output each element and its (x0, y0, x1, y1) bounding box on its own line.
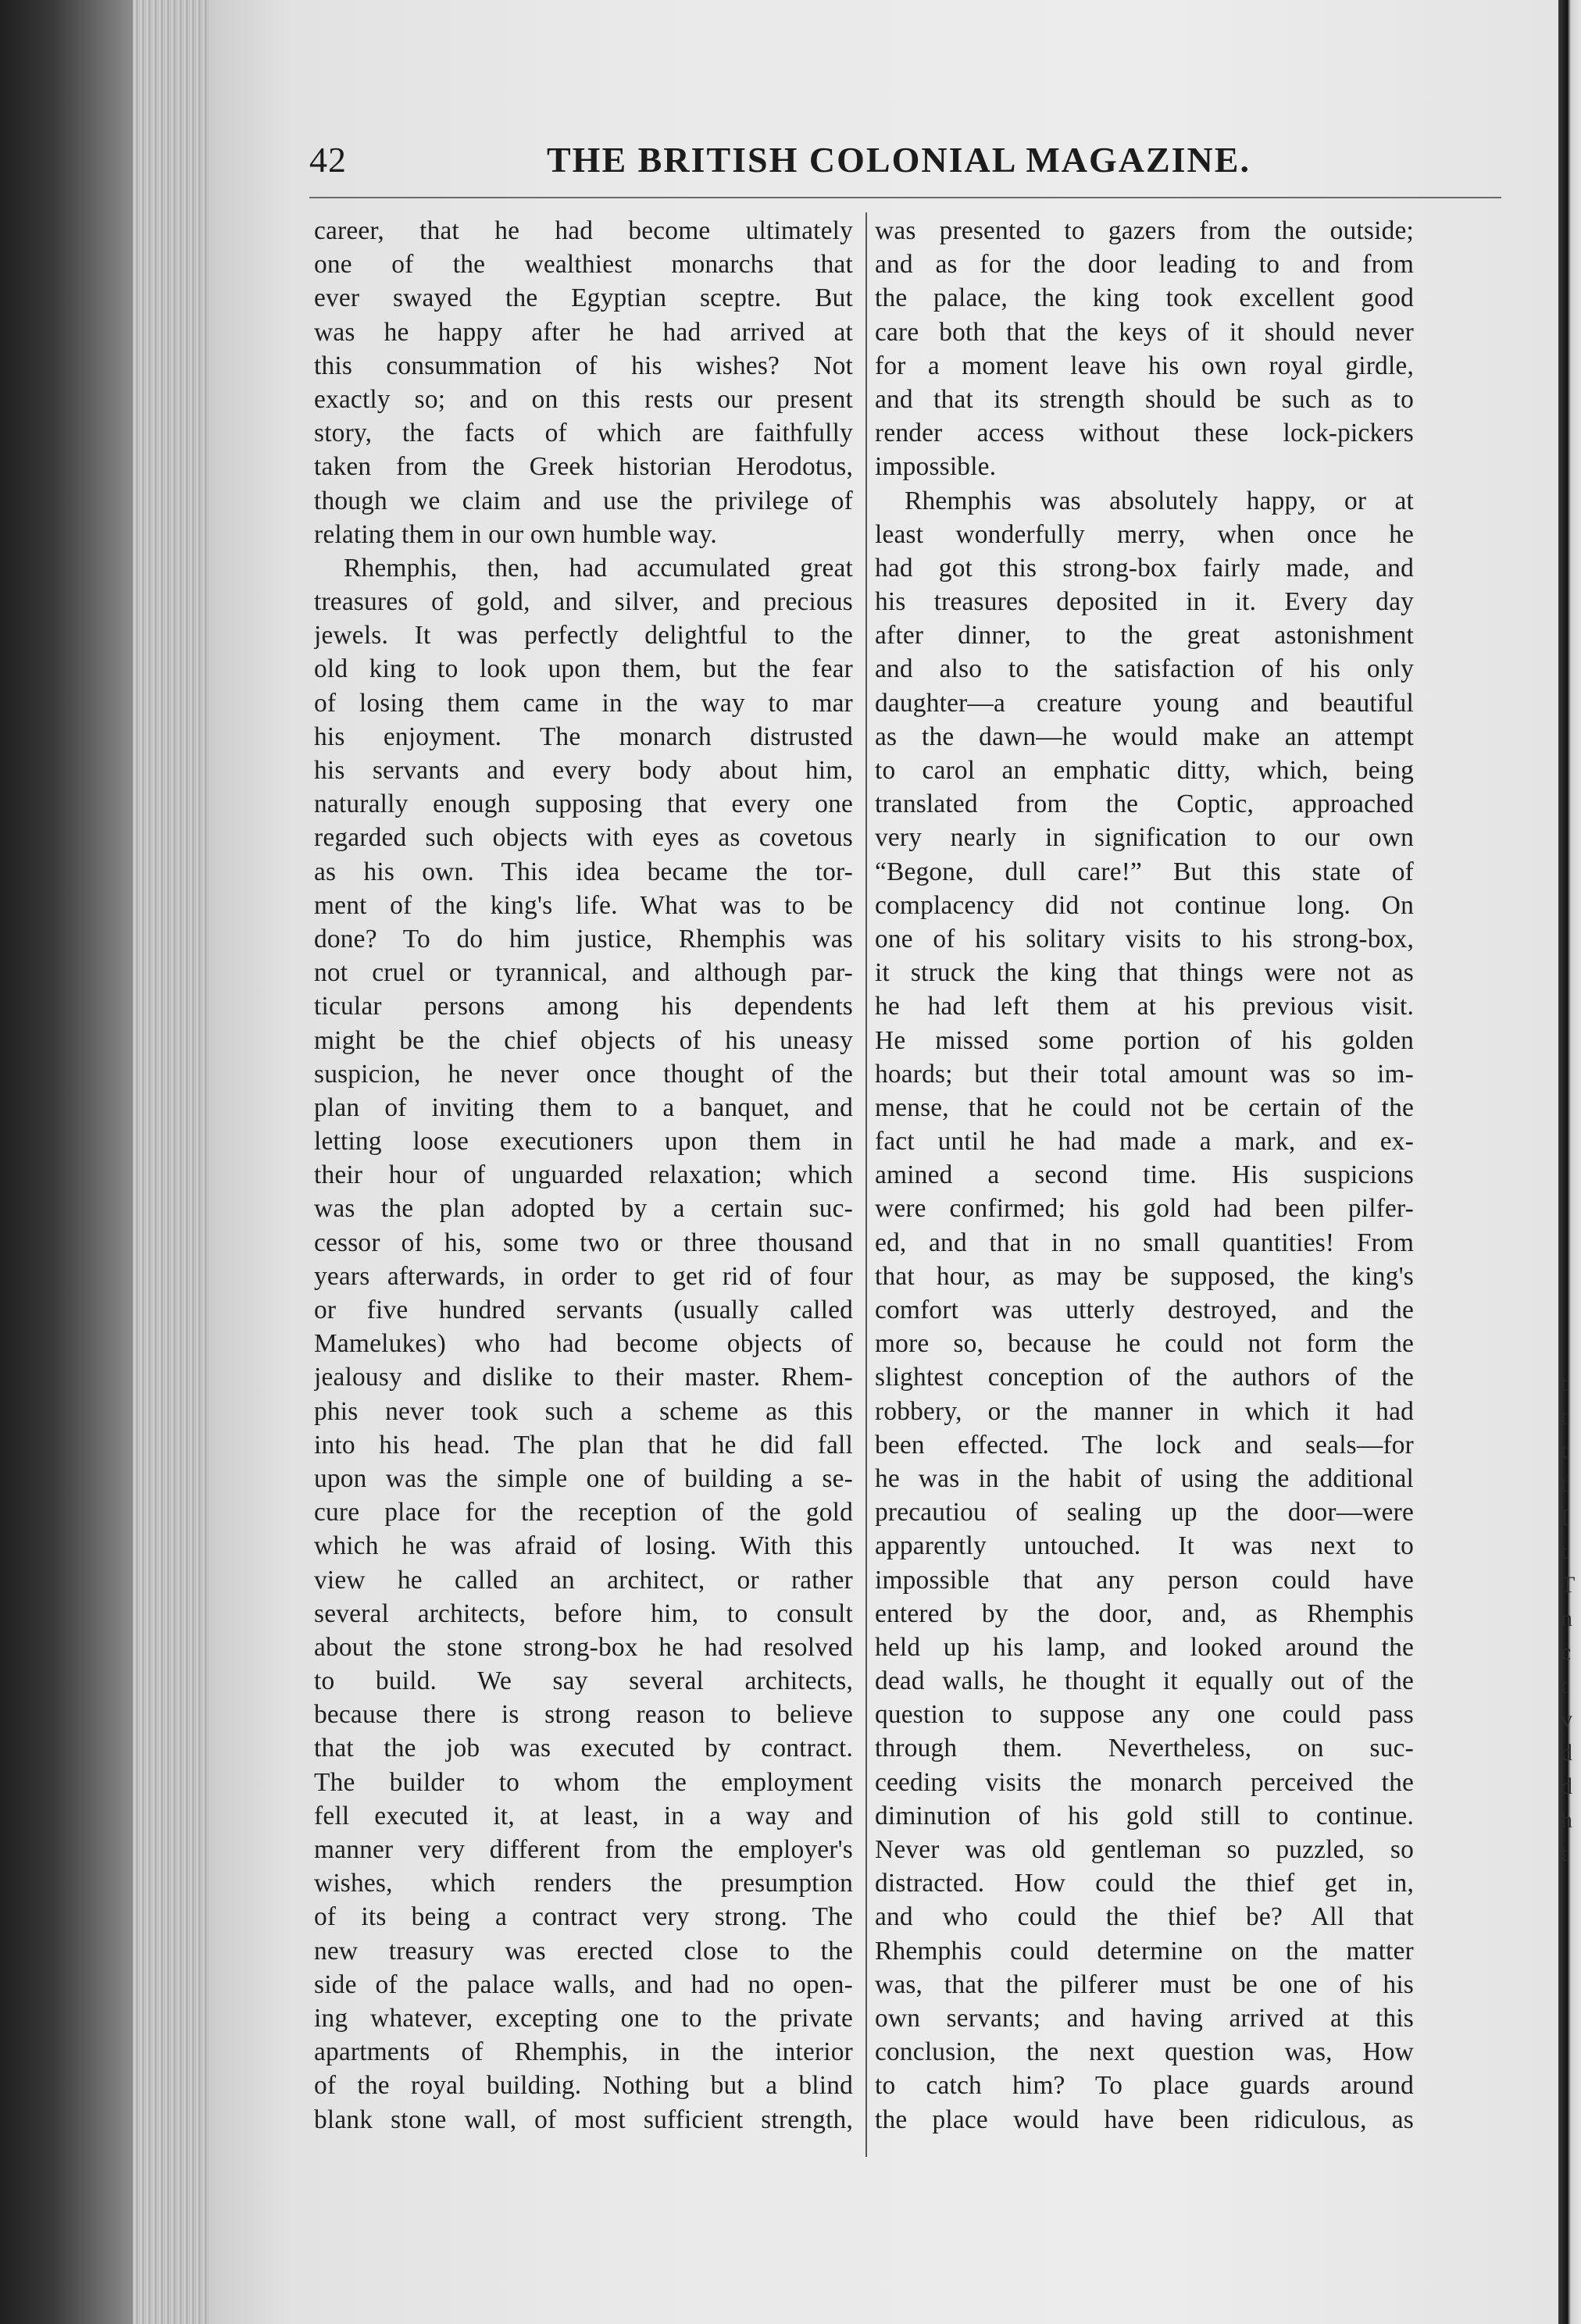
text-line: the place would have been ridiculous, as (875, 2105, 1414, 2134)
text-line: mense, that he could not be certain of the (875, 1092, 1414, 1122)
facing-page-edge (1558, 0, 1581, 2324)
text-line: ing whatever, excepting one to the private (314, 2003, 853, 2033)
text-line: through them. Nevertheless, on suc- (875, 1734, 1414, 1763)
text-line: fact until he had made a mark, and ex- (875, 1127, 1414, 1157)
text-line: not cruel or tyrannical, and although par- (314, 958, 853, 988)
text-line: old king to look upon them, but the fear (314, 654, 853, 684)
text-line: He missed some portion of his golden (875, 1025, 1414, 1055)
text-line: into his head. The plan that he did fall (314, 1430, 853, 1460)
text-line: treasures of gold, and silver, and precious (314, 587, 853, 617)
text-line: more so, because he could not form the (875, 1329, 1414, 1359)
text-line: to build. We say several architects, (314, 1666, 853, 1696)
text-line: years afterwards, in order to get rid of four (314, 1261, 853, 1291)
text-column-left (314, 214, 853, 2137)
text-line: comfort was utterly destroyed, and the (875, 1296, 1414, 1324)
text-line: though we claim and use the privilege of (314, 486, 853, 515)
text-line: several architects, before him, to consult (314, 1599, 853, 1628)
text-line: render access without these lock-pickers (875, 419, 1414, 448)
text-line: upon was the simple one of building a se- (314, 1463, 853, 1493)
text-line: “Begone, dull care!” But this state of (875, 857, 1414, 886)
text-line: held up his lamp, and looked around the (875, 1632, 1414, 1662)
text-line: apartments of Rhemphis, in the interior (314, 2037, 853, 2067)
text-line: or five hundred servants (usually called (314, 1296, 853, 1324)
text-line: were confirmed; his gold had been pilfer- (875, 1194, 1414, 1224)
text-line: view he called an architect, or rather (314, 1565, 853, 1595)
text-line: to carol an emphatic ditty, which, being (875, 756, 1414, 785)
text-line: naturally enough supposing that every one (314, 790, 853, 819)
text-line: ticular persons among his dependents (314, 992, 853, 1021)
text-line: letting loose executioners upon them in (314, 1127, 853, 1157)
text-line: his treasures deposited in it. Every day (875, 587, 1414, 617)
text-line: fell executed it, at least, in a way and (314, 1801, 853, 1830)
text-line: that the job was executed by contract. (314, 1734, 853, 1763)
text-line: was, that the pilferer must be one of his (875, 1969, 1414, 1999)
text-line: about the stone strong-box he had resolved (314, 1632, 853, 1662)
text-line: and as for the door leading to and from (875, 250, 1414, 280)
page-edges (133, 0, 211, 2324)
text-line: precautiou of sealing up the door—were (875, 1498, 1414, 1527)
text-line: very nearly in signification to our own (875, 823, 1414, 853)
text-line: and that its strength should be such as to (875, 384, 1414, 414)
text-line: ceeding visits the monarch perceived the (875, 1767, 1414, 1797)
text-line: because there is strong reason to believe (314, 1700, 853, 1730)
text-line: care both that the keys of it should never (875, 317, 1414, 347)
text-line: he had left them at his previous visit. (875, 992, 1414, 1021)
text-line: was presented to gazers from the outside; (875, 216, 1414, 245)
book-binding (0, 0, 133, 2324)
text-line: which he was afraid of losing. With this (314, 1531, 853, 1561)
text-line: had got this strong-box fairly made, and (875, 553, 1414, 583)
text-line: slightest conception of the authors of the (875, 1363, 1414, 1392)
text-line: least wonderfully merry, when once he (875, 519, 1414, 549)
text-line: taken from the Greek historian Herodotus, (314, 452, 853, 482)
text-line: hoards; but their total amount was so im- (875, 1059, 1414, 1089)
text-line: story, the facts of which are faithfully (314, 419, 853, 448)
header-rule (309, 197, 1501, 198)
text-line: ed, and that in no small quantities! From (875, 1228, 1414, 1257)
text-line: own servants; and having arrived at this (875, 2003, 1414, 2033)
text-line: exactly so; and on this rests our present (314, 384, 853, 414)
text-line: wishes, which renders the presumption (314, 1869, 853, 1898)
column-divider (865, 212, 867, 2157)
text-line: ever swayed the Egyptian sceptre. But (314, 283, 853, 313)
text-line: suspicion, he never once thought of the (314, 1059, 853, 1089)
text-line: amined a second time. His suspicions (875, 1160, 1414, 1190)
text-line: one of the wealthiest monarchs that (314, 250, 853, 280)
text-line: Rhemphis could determine on the matter (875, 1936, 1414, 1966)
text-line: his enjoyment. The monarch distrusted (314, 722, 853, 751)
text-line: impossible that any person could have (875, 1565, 1414, 1595)
text-line: been effected. The lock and seals—for (875, 1430, 1414, 1460)
text-line: after dinner, to the great astonishment (875, 621, 1414, 651)
text-line: and who could the thief be? All that (875, 1902, 1414, 1932)
text-line: of losing them came in the way to mar (314, 688, 853, 718)
text-line: question to suppose any one could pass (875, 1700, 1414, 1730)
text-line: robbery, or the manner in which it had (875, 1396, 1414, 1426)
text-line: their hour of unguarded relaxation; which (314, 1160, 853, 1190)
text-line: cessor of his, some two or three thousand (314, 1228, 853, 1257)
text-line: daughter—a creature young and beautiful (875, 688, 1414, 718)
text-line: jealousy and dislike to their master. Rhem- (314, 1363, 853, 1392)
page-number: 42 (309, 140, 347, 180)
text-line: it struck the king that things were not as (875, 958, 1414, 988)
text-line: Rhemphis was absolutely happy, or at (905, 486, 1414, 515)
text-line: of the royal building. Nothing but a blind (314, 2071, 853, 2101)
text-line: Mamelukes) who had become objects of (314, 1329, 853, 1359)
text-line: one of his solitary visits to his strong-box, (875, 924, 1414, 953)
text-line: was the plan adopted by a certain suc- (314, 1194, 853, 1224)
text-line: conclusion, the next question was, How (875, 2037, 1414, 2067)
book-page (211, 0, 1558, 2324)
text-line: and also to the satisfaction of his only (875, 654, 1414, 684)
text-line: Never was old gentleman so puzzled, so (875, 1835, 1414, 1864)
text-line: apparently untouched. It was next to (875, 1531, 1414, 1561)
text-line: new treasury was erected close to the (314, 1936, 853, 1966)
facing-page-text-fragments: t t t t I t T n c t v d d h t (1561, 1371, 1576, 1866)
text-line: cure place for the reception of the gold (314, 1498, 853, 1527)
text-line: to catch him? To place guards around (875, 2071, 1414, 2101)
text-line: translated from the Coptic, approached (875, 790, 1414, 819)
text-column-right (875, 214, 1414, 2137)
text-line: as the dawn—he would make an attempt (875, 722, 1414, 751)
text-line: dead walls, he thought it equally out of the (875, 1666, 1414, 1696)
text-line: manner very different from the employer's (314, 1835, 853, 1864)
text-line: of its being a contract very strong. The (314, 1902, 853, 1932)
text-line: career, that he had become ultimately (314, 216, 853, 245)
text-line: phis never took such a scheme as this (314, 1396, 853, 1426)
text-line: was he happy after he had arrived at (314, 317, 853, 347)
text-line: entered by the door, and, as Rhemphis (875, 1599, 1414, 1628)
text-line: ment of the king's life. What was to be (314, 890, 853, 920)
text-line: impossible. (875, 452, 997, 482)
text-line: distracted. How could the thief get in, (875, 1869, 1414, 1898)
text-line: that hour, as may be supposed, the king's (875, 1261, 1414, 1291)
text-line: his servants and every body about him, (314, 756, 853, 785)
text-line: plan of inviting them to a banquet, and (314, 1092, 853, 1122)
text-line: this consummation of his wishes? Not (314, 351, 853, 380)
text-line: side of the palace walls, and had no open- (314, 1969, 853, 1999)
text-line: done? To do him justice, Rhemphis was (314, 924, 853, 953)
text-line: blank stone wall, of most sufficient strength, (314, 2105, 853, 2134)
text-line: regarded such objects with eyes as covetous (314, 823, 853, 853)
text-line: the palace, the king took excellent good (875, 283, 1414, 313)
text-line: complacency did not continue long. On (875, 890, 1414, 920)
text-line: for a moment leave his own royal girdle, (875, 351, 1414, 380)
text-line: The builder to whom the employment (314, 1767, 853, 1797)
running-header (211, 133, 1558, 187)
text-line: relating them in our own humble way. (314, 519, 717, 549)
text-line: he was in the habit of using the additional (875, 1463, 1414, 1493)
text-line: jewels. It was perfectly delightful to the (314, 621, 853, 651)
text-line: might be the chief objects of his uneasy (314, 1025, 853, 1055)
text-line: as his own. This idea became the tor- (314, 857, 853, 886)
text-line: Rhemphis, then, had accumulated great (344, 553, 853, 583)
text-line: diminution of his gold still to continue. (875, 1801, 1414, 1830)
running-title: THE BRITISH COLONIAL MAGAZINE. (547, 140, 1251, 180)
